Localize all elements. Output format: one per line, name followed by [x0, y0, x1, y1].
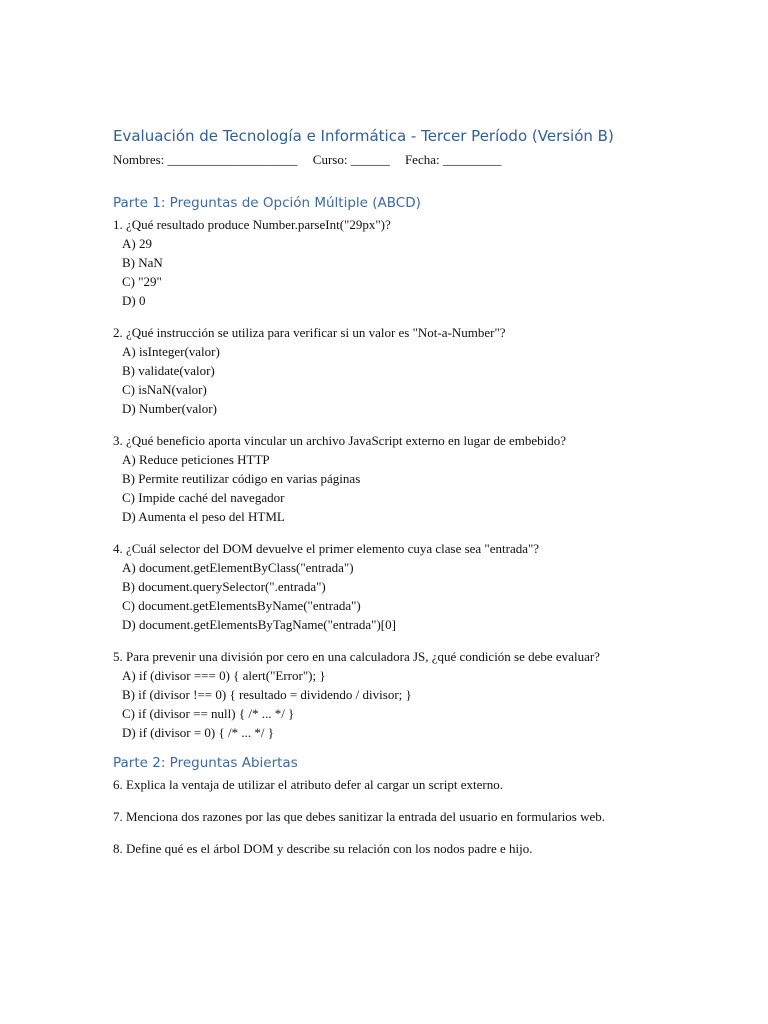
question-block-1 [113, 215, 653, 310]
part1-heading: Parte 1: Preguntas de Opción Múltiple (ABCD) [113, 195, 421, 211]
option-4d: D) document.getElementsByTagName("entrada")[0] [122, 617, 396, 632]
question-7-text: 7. Menciona dos razones por las que debes sanitizar la entrada del usuario en formularios web. [113, 809, 606, 824]
option-5d: D) if (divisor = 0) { /* ... */ } [122, 725, 274, 740]
option-3d: D) Aumenta el peso del HTML [122, 509, 285, 524]
option-3c: C) Impide caché del navegador [122, 490, 285, 505]
question-block-4 [113, 539, 653, 634]
option-5a: A) if (divisor === 0) { alert("Error"); } [122, 668, 326, 683]
option-5b: B) if (divisor !== 0) { resultado = dividendo / divisor; } [122, 687, 412, 702]
open-question-block-6 [113, 775, 653, 794]
open-question-block-8 [113, 839, 653, 858]
question-4-text: 4. ¿Cuál selector del DOM devuelve el primer elemento cuya clase sea "entrada"? [113, 541, 540, 556]
open-question-block-7 [113, 807, 653, 826]
option-4c: C) document.getElementsByName("entrada") [122, 598, 361, 613]
question-5-text: 5. Para prevenir una división por cero en una calculadora JS, ¿qué condición se debe evaluar? [113, 649, 600, 664]
option-3b: B) Permite reutilizar código en varias páginas [122, 471, 361, 486]
question-2-text: 2. ¿Qué instrucción se utiliza para verificar si un valor es "Not-a-Number"? [113, 325, 506, 340]
question-8-text: 8. Define qué es el árbol DOM y describe su relación con los nodos padre e hijo. [113, 841, 533, 856]
option-1a: A) 29 [122, 236, 152, 251]
option-5c: C) if (divisor == null) { /* ... */ } [122, 706, 295, 721]
question-1-text: 1. ¿Qué resultado produce Number.parseInt("29px")? [113, 217, 391, 232]
question-block-5 [113, 647, 653, 742]
option-1b: B) NaN [122, 255, 163, 270]
option-2d: D) Number(valor) [122, 401, 217, 416]
option-2b: B) validate(valor) [122, 363, 215, 378]
document-title: Evaluación de Tecnología e Informática - Tercer Período (Versión B) [113, 127, 614, 145]
option-2a: A) isInteger(valor) [122, 344, 220, 359]
option-4b: B) document.querySelector(".entrada") [122, 579, 326, 594]
question-block-3 [113, 431, 653, 526]
option-1c: C) "29" [122, 274, 162, 289]
part2-heading: Parte 2: Preguntas Abiertas [113, 755, 298, 771]
exam-document [113, 122, 653, 858]
option-3a: A) Reduce peticiones HTTP [122, 452, 270, 467]
option-1d: D) 0 [122, 293, 146, 308]
option-4a: A) document.getElementByClass("entrada") [122, 560, 354, 575]
question-3-text: 3. ¿Qué beneficio aporta vincular un archivo JavaScript externo en lugar de embebido? [113, 433, 567, 448]
nombres-field: Nombres: ____________________ [113, 152, 298, 167]
option-2c: C) isNaN(valor) [122, 382, 207, 397]
student-fields [113, 150, 653, 169]
question-block-2 [113, 323, 653, 418]
curso-field: Curso: ______ [312, 152, 390, 167]
question-6-text: 6. Explica la ventaja de utilizar el atributo defer al cargar un script externo. [113, 777, 503, 792]
fecha-field: Fecha: _________ [404, 152, 502, 167]
